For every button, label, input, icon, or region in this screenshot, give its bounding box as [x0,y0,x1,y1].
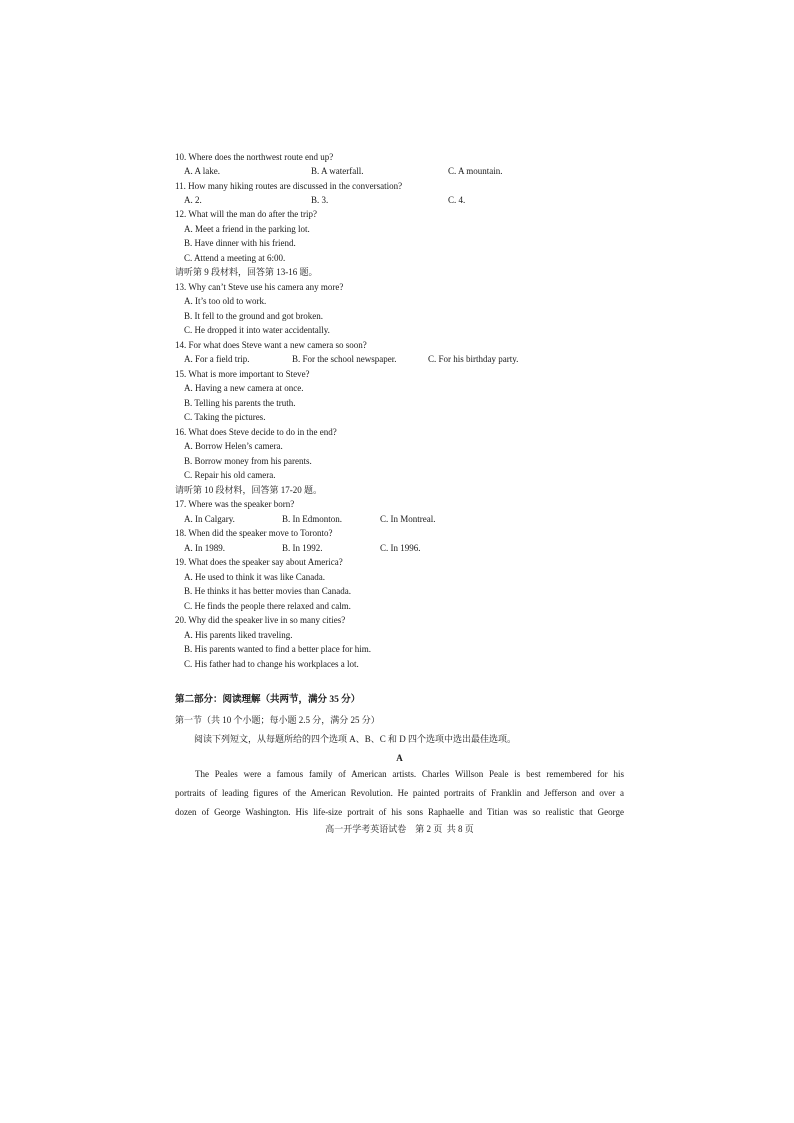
option: B. Have dinner with his friend. [184,238,296,248]
instruction-9: 请听第 9 段材料，回答第 13-16 题。 [175,267,318,277]
option: B. In 1992. [282,543,323,553]
option: B. Borrow money from his parents. [184,456,312,466]
option: C. A mountain. [448,166,503,176]
question-12: 12. What will the man do after the trip? [175,209,318,219]
question-17: 17. Where was the speaker born? [175,499,295,509]
question-16: 16. What does Steve decide to do in the end? [175,427,337,437]
question-18: 18. When did the speaker move to Toronto? [175,528,333,538]
option: A. Having a new camera at once. [184,383,304,393]
question-13: 13. Why can’t Steve use his camera any more? [175,282,344,292]
option: A. 2. [184,195,202,205]
option: A. He used to think it was like Canada. [184,572,325,582]
option: A. In 1989. [184,543,225,553]
option: A. A lake. [184,166,220,176]
page-footer: 高一开学考英语试卷 第 2 页 共 8 页 [325,824,474,834]
option: C. 4. [448,195,466,205]
option: C. In 1996. [380,543,421,553]
option: A. His parents liked traveling. [184,630,293,640]
option: C. His father had to change his workplaces a lot. [184,659,359,669]
passage-line: The Peales were a famous family of American artists. Charles Willson Peale is best remembered for his [195,769,624,779]
option: B. 3. [311,195,329,205]
option: A. Borrow Helen’s camera. [184,441,283,451]
option: A. It’s too old to work. [184,296,267,306]
option: C. In Montreal. [380,514,436,524]
option: C. Repair his old camera. [184,470,276,480]
part2-title: 第二部分：阅读理解（共两节，满分 35 分） [175,695,361,705]
passage-line: portraits of leading figures of the American Revolution. He painted portraits of Franklin and Jefferson and over a [175,788,624,798]
question-15: 15. What is more important to Steve? [175,369,310,379]
reading-instruction: 阅读下列短文，从每题所给的四个选项 A、B、C 和 D 四个选项中选出最佳选项。 [194,734,517,744]
option: B. He thinks it has better movies than Canada. [184,586,351,596]
option: C. Attend a meeting at 6:00. [184,253,286,263]
option: B. Telling his parents the truth. [184,398,296,408]
instruction-10: 请听第 10 段材料，回答第 17-20 题。 [175,485,322,495]
option: C. For his birthday party. [428,354,519,364]
question-10: 10. Where does the northwest route end up? [175,152,334,162]
option: A. For a field trip. [184,354,250,364]
option: B. It fell to the ground and got broken. [184,311,323,321]
section1-title: 第一节（共 10 个小题；每小题 2.5 分，满分 25 分） [175,715,380,725]
question-20: 20. Why did the speaker live in so many cities? [175,615,346,625]
option: A. Meet a friend in the parking lot. [184,224,310,234]
question-19: 19. What does the speaker say about America? [175,557,343,567]
option: C. He dropped it into water accidentally. [184,325,330,335]
question-14: 14. For what does Steve want a new camera so soon? [175,340,367,350]
option: B. In Edmonton. [282,514,342,524]
option: B. For the school newspaper. [292,354,397,364]
option: C. Taking the pictures. [184,412,266,422]
option: B. His parents wanted to find a better place for him. [184,644,371,654]
question-11: 11. How many hiking routes are discussed in the conversation? [175,181,403,191]
option: C. He finds the people there relaxed and calm. [184,601,351,611]
passage-line: dozen of George Washington. His life-size portrait of his sons Raphaelle and Titian was so realistic that George [175,807,624,817]
option: A. In Calgary. [184,514,235,524]
option: B. A waterfall. [311,166,364,176]
passage-label: A [396,753,403,763]
